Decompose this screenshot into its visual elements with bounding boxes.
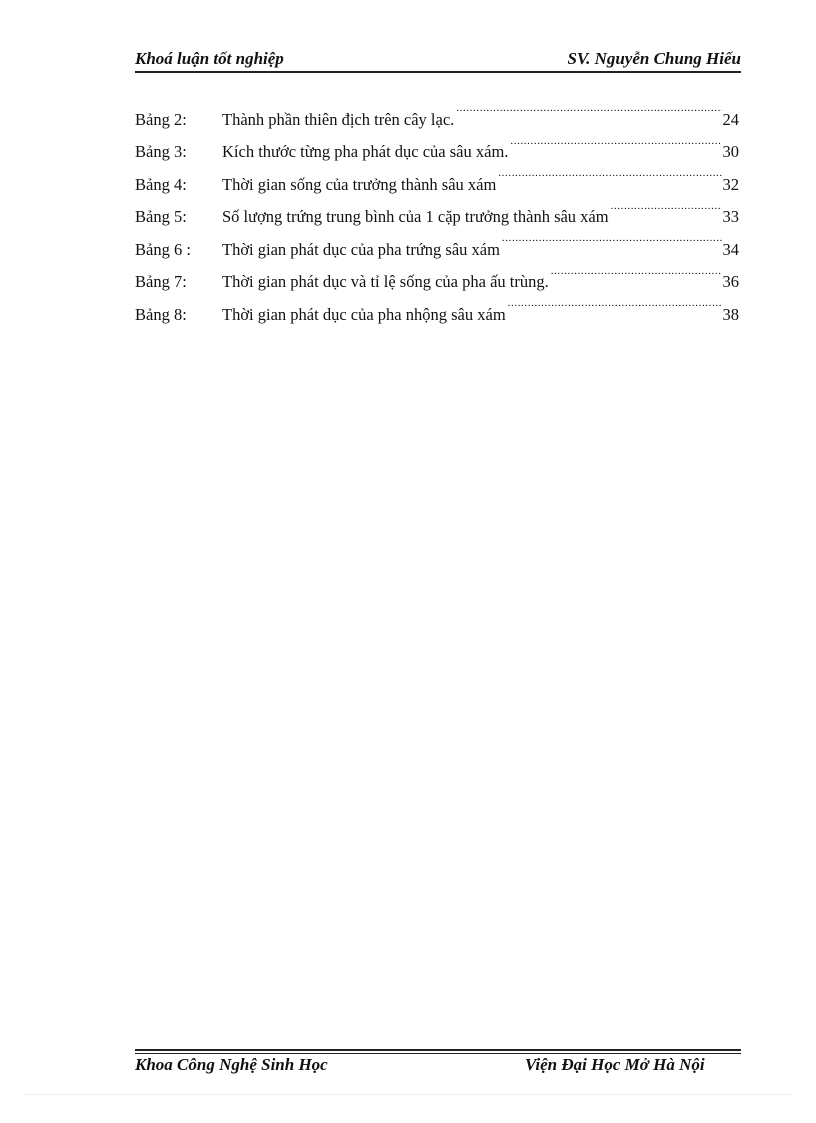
toc-dot-leader	[609, 190, 722, 223]
toc-entry-label: Bảng 4:	[135, 174, 187, 194]
toc-entry	[135, 157, 739, 194]
toc-dot-leader	[496, 157, 721, 190]
toc-entry-page: 34	[722, 239, 739, 259]
toc-entry-title: Thời gian phát dục và tỉ lệ sống của pha ấu trùng.	[222, 272, 549, 291]
toc-entry-label: Bảng 6 :	[135, 239, 191, 259]
toc-entry-page: 24	[722, 109, 739, 129]
toc-dot-leader	[549, 255, 722, 288]
toc-dot-leader	[508, 125, 721, 158]
toc-entry-label: Bảng 5:	[135, 207, 187, 226]
toc-entry-title: Thời gian sống của trưởng thành sâu xám	[222, 174, 497, 194]
toc-entry	[135, 255, 739, 291]
toc-entry	[135, 190, 739, 226]
toc-entry-label: Bảng 2:	[135, 109, 187, 129]
toc-entry-label: Bảng 8:	[135, 304, 187, 324]
toc-entry-page: 36	[722, 272, 739, 291]
toc-entry-page: 33	[722, 207, 739, 226]
table-list	[135, 92, 739, 324]
toc-entry-title: Số lượng trứng trung bình của 1 cặp trưởng thành sâu xám	[222, 207, 609, 226]
page-bottom-edge	[25, 1094, 791, 1095]
toc-entry-page: 30	[722, 142, 739, 161]
footer-institute: Viện Đại Học Mở Hà Nội	[525, 1055, 705, 1074]
footer-faculty: Khoa Công Nghệ Sinh Học	[135, 1055, 328, 1074]
toc-entry-title: Thành phần thiên địch trên cây lạc.	[222, 109, 455, 129]
toc-entry	[135, 222, 739, 259]
toc-entry-title: Thời gian phát dục của pha nhộng sâu xám	[222, 304, 506, 324]
toc-entry-page: 32	[722, 174, 739, 194]
toc-dot-leader	[454, 92, 721, 125]
header-student-name: SV. Nguyễn Chung Hiếu	[567, 49, 741, 68]
toc-entry-label: Bảng 3:	[135, 142, 187, 161]
toc-entry	[135, 125, 739, 161]
toc-entry	[135, 287, 739, 324]
toc-entry-title: Kích thước từng pha phát dục của sâu xám.	[222, 142, 509, 161]
toc-entry	[135, 92, 739, 129]
toc-dot-leader	[500, 222, 722, 255]
page-header	[135, 48, 741, 72]
toc-entry-page: 38	[722, 304, 739, 324]
footer-rule	[135, 1049, 741, 1051]
toc-dot-leader	[506, 287, 722, 320]
header-thesis-title: Khoá luận tốt nghiệp	[135, 49, 284, 68]
header-rule	[135, 71, 741, 73]
toc-entry-title: Thời gian phát dục của pha trứng sâu xám	[222, 239, 500, 259]
toc-entry-label: Bảng 7:	[135, 272, 187, 291]
